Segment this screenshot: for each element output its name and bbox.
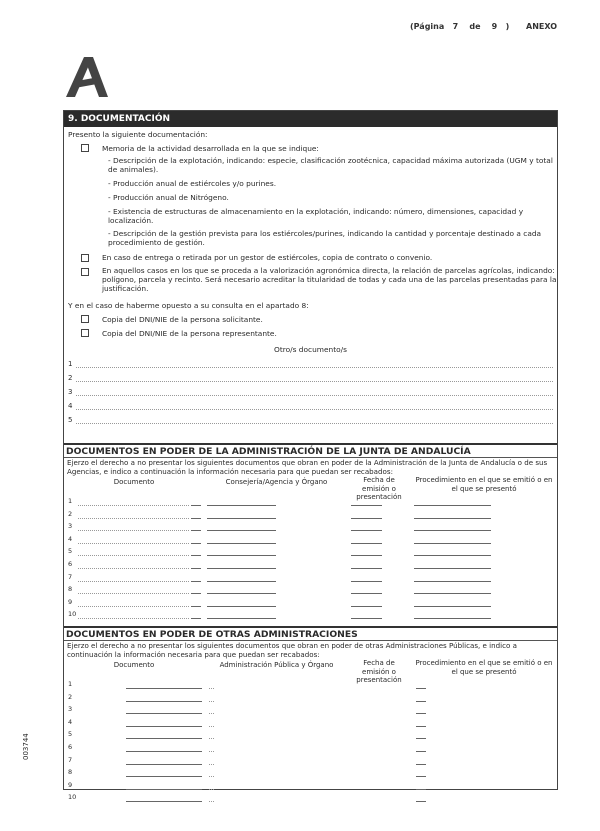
memoria-checkbox[interactable] [81,144,89,152]
row-number: 8 [68,768,73,777]
document-field[interactable] [78,593,189,594]
table-row [64,545,557,558]
document-field[interactable] [78,505,189,506]
table-row [64,520,557,533]
entrega-checkbox[interactable] [81,254,89,262]
intro-text: Presento la siguiente documentación: [68,130,208,139]
row-number: 9 [68,597,73,606]
document-field[interactable] [126,751,202,752]
row-number: 6 [68,743,73,751]
document-field[interactable] [126,713,202,714]
dni-solicitante-checkbox[interactable] [81,315,89,323]
pagina-label: (Página [410,22,445,31]
document-field[interactable] [126,764,202,765]
bullet-item: - Descripción de la gestión prevista para los estiércoles/purines, indicando la cantidad y porcentaje destinado a cada procedimiento de gestión. [108,229,542,247]
fecha-field[interactable] [351,606,382,607]
col-header-documento: Documento [113,661,155,669]
row-number: 4 [68,534,73,543]
bullet-item: - Producción anual de Nitrógeno. [108,193,229,202]
procedimiento-field[interactable] [414,505,491,506]
organo-field[interactable] [207,505,276,506]
page-indicator [410,22,509,31]
organo-field[interactable] [207,581,276,582]
organo-field[interactable] [209,688,214,689]
document-field[interactable] [78,543,189,544]
table-row [64,608,557,621]
doc-end-field[interactable] [191,593,201,594]
junta-documents-table [64,476,557,626]
row-number: 9 [68,780,73,789]
doc-end-field[interactable] [191,606,201,607]
document-field[interactable] [78,581,189,582]
table-row [64,678,557,691]
organo-field[interactable] [209,776,214,777]
section-9-body [64,127,557,443]
side-code: 003744 [22,733,30,760]
row-number: 2 [68,509,73,518]
procedimiento-field[interactable] [414,606,491,607]
doc-end-field[interactable] [191,518,201,519]
row-number: 4 [68,717,73,726]
anexo-label: ANEXO [526,22,558,31]
agronomica-label: En aquellos casos en los que se proceda a la valorización agronómica directa, la relación de parcelas agrícolas, indicando: polígono, parcela y recinto. Será necesario acreditar la titularidad de todas y cada una de las parcelas presentadas para la justificación. [102,266,557,293]
otros-num: 5 [68,416,73,424]
fecha-field[interactable] [416,726,426,727]
doc-end-field[interactable] [191,505,201,506]
document-field[interactable] [126,688,202,689]
col-header-fecha: Fecha de emisión o presentación [356,476,402,501]
page-total: 9 [491,22,498,31]
table-row [64,571,557,584]
row-number: 6 [68,560,73,568]
fecha-field[interactable] [416,701,426,702]
document-field[interactable] [78,618,189,619]
organo-field[interactable] [207,555,276,556]
organo-field[interactable] [207,593,276,594]
fecha-field[interactable] [416,801,426,802]
otras-documents-table [64,659,557,809]
row-number: 7 [68,755,73,764]
fecha-field[interactable] [416,764,426,765]
document-field[interactable] [126,701,202,702]
organo-field[interactable] [209,789,214,790]
fecha-field[interactable] [351,555,382,556]
close-paren: ) [505,22,510,31]
doc-end-field[interactable] [191,568,201,569]
document-field[interactable] [126,776,202,777]
fecha-field[interactable] [351,543,382,544]
organo-field[interactable] [209,751,214,752]
table-row [64,766,557,779]
otras-section-intro: Ejerzo el derecho a no presentar los siguientes documentos que obran en poder de otras Administraciones Públicas, e indico a continuación la información necesaria para que puedan ser recabados: [67,641,517,659]
junta-section-title: DOCUMENTOS EN PODER DE LA ADMINISTRACIÓN DE LA JUNTA DE ANDALUCÍA [64,443,557,458]
table-row [64,691,557,704]
row-number: 5 [68,547,73,556]
procedimiento-field[interactable] [414,555,491,556]
organo-field[interactable] [207,530,276,531]
dni-representante-label: Copia del DNI/NIE de la persona representante. [102,329,277,338]
document-form [63,110,558,802]
otros-num: 1 [68,360,73,368]
doc-end-field[interactable] [191,555,201,556]
dni-solicitante-label: Copia del DNI/NIE de la persona solicitante. [102,315,263,324]
row-number: 7 [68,572,73,581]
col-header-organo: Consejería/Agencia y Órgano [225,478,328,486]
fecha-field[interactable] [351,568,382,569]
row-number: 5 [68,730,73,739]
document-field[interactable] [126,738,202,739]
fecha-field[interactable] [351,518,382,519]
otros-documentos-label: Otro/s documento/s [274,345,347,354]
table-row [64,495,557,508]
memoria-label: Memoria de la actividad desarrollada en la que se indique: [102,144,319,153]
fecha-field[interactable] [351,581,382,582]
agronomica-checkbox[interactable] [81,268,89,276]
procedimiento-field[interactable] [414,518,491,519]
procedimiento-field[interactable] [414,543,491,544]
fecha-field[interactable] [416,751,426,752]
junta-section-intro: Ejerzo el derecho a no presentar los siguientes documentos que obran en poder de la Administración de la Junta de Andalucía o de sus Agencias, e indico a continuación la información necesaria para que puedan ser recabados: [67,458,548,476]
otros-line-5[interactable] [76,423,553,424]
organo-field[interactable] [209,726,214,727]
document-field[interactable] [78,606,189,607]
document-field[interactable] [126,801,202,802]
procedimiento-field[interactable] [414,581,491,582]
junta-andalucia-logo-icon [66,57,108,97]
organo-field[interactable] [209,738,214,739]
document-field[interactable] [78,555,189,556]
page-current: 7 [452,22,459,31]
row-number: 1 [68,680,73,688]
procedimiento-field[interactable] [414,568,491,569]
otros-num: 3 [68,388,73,396]
doc-end-field[interactable] [191,530,201,531]
col-header-procedimiento: Procedimiento en el que se emitió o en el que se presentó [415,659,553,676]
otros-num: 2 [68,374,73,382]
row-number: 10 [68,610,77,619]
fecha-field[interactable] [351,530,382,531]
otras-section-title: DOCUMENTOS EN PODER DE OTRAS ADMINISTRACIONES [64,626,557,641]
row-number: 2 [68,692,73,701]
doc-end-field[interactable] [191,581,201,582]
organo-field[interactable] [207,618,276,619]
procedimiento-field[interactable] [414,530,491,531]
table-row [64,779,557,792]
table-row [64,558,557,571]
organo-field[interactable] [207,568,276,569]
fecha-field[interactable] [416,738,426,739]
de-label: de [469,22,481,31]
fecha-field[interactable] [416,789,426,790]
doc-end-field[interactable] [191,618,201,619]
col-header-documento: Documento [113,478,155,486]
otros-line-4[interactable] [76,409,553,410]
fecha-field[interactable] [416,713,426,714]
row-number: 3 [68,705,73,714]
fecha-field[interactable] [351,618,382,619]
organo-field[interactable] [209,701,214,702]
table-row [64,754,557,767]
row-number: 8 [68,585,73,594]
col-header-procedimiento: Procedimiento en el que se emitió o en el que se presentó [415,476,553,493]
table-row [64,533,557,546]
table-row [64,508,557,521]
organo-field[interactable] [207,518,276,519]
table-row [64,791,557,804]
row-number: 3 [68,522,73,531]
fecha-field[interactable] [351,505,382,506]
opuesto-text: Y en el caso de haberme opuesto a su consulta en el apartado 8: [68,301,309,310]
row-number: 1 [68,497,73,505]
entrega-label: En caso de entrega o retirada por un gestor de estiércoles, copia de contrato o convenio. [102,253,433,262]
section-9-title: 9. DOCUMENTACIÓN [64,111,557,127]
otros-line-2[interactable] [76,381,553,382]
table-row [64,596,557,609]
otros-num: 4 [68,402,73,410]
organo-field[interactable] [207,543,276,544]
procedimiento-field[interactable] [414,593,491,594]
document-field[interactable] [78,568,189,569]
bullet-item: - Descripción de la explotación, indicando: especie, clasificación zootécnica, capacidad máxima autorizada (UGM y total de animales). [108,156,553,174]
fecha-field[interactable] [416,776,426,777]
procedimiento-field[interactable] [414,618,491,619]
row-number: 10 [68,793,77,802]
table-row [64,703,557,716]
table-row [64,583,557,596]
organo-field[interactable] [209,764,214,765]
bullet-item: - Existencia de estructuras de almacenamiento en la explotación, indicando: número, dimensiones, capacidad y localización. [108,207,524,225]
doc-end-field[interactable] [191,543,201,544]
otros-line-1[interactable] [76,367,553,368]
col-header-organo: Administración Pública y Órgano [219,661,334,669]
organo-field[interactable] [207,606,276,607]
table-row [64,728,557,741]
dni-representante-checkbox[interactable] [81,329,89,337]
organo-field[interactable] [209,801,214,802]
fecha-field[interactable] [416,688,426,689]
organo-field[interactable] [209,713,214,714]
document-field[interactable] [126,789,202,790]
fecha-field[interactable] [351,593,382,594]
bullet-item: - Producción anual de estiércoles y/o purines. [108,179,277,188]
otros-line-3[interactable] [76,395,553,396]
document-field[interactable] [78,530,189,531]
table-row [64,716,557,729]
otras-rows [64,678,557,808]
col-header-fecha: Fecha de emisión o presentación [356,659,402,684]
table-row [64,741,557,754]
junta-rows [64,495,557,625]
document-field[interactable] [78,518,189,519]
document-field[interactable] [126,726,202,727]
